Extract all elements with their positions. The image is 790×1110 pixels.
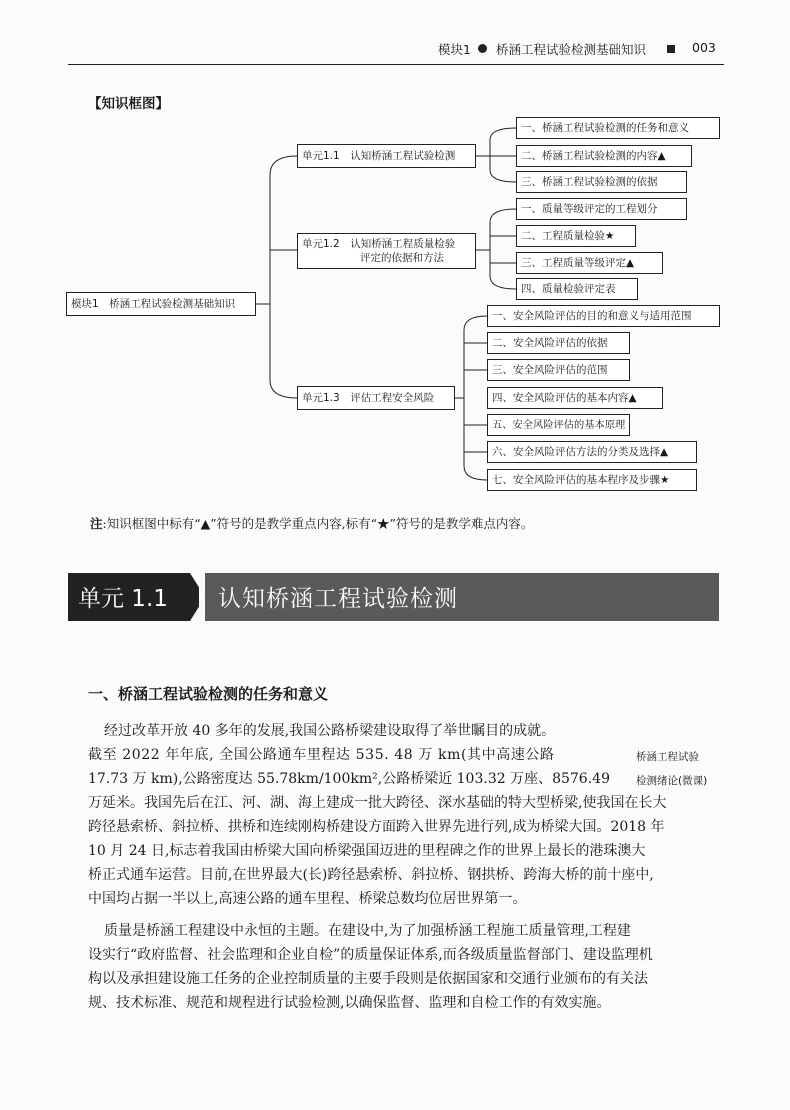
framework-title: 【知识框图】 xyxy=(88,96,169,112)
paragraph-line: 规、技术标准、规范和规程进行试验检测,以确保监督、监理和自检工作的有效实施。 xyxy=(88,995,611,1011)
side-note-line2: 检测绪论(微课) xyxy=(636,775,708,787)
paragraph-line: 10 月 24 日,标志着我国由桥梁大国向桥梁强国迈进的里程碑之作的世界上最长的港珠澳大 xyxy=(88,843,646,859)
unit-banner-title: 认知桥涵工程试验检测 xyxy=(218,586,458,612)
framework-item: 五、安全风险评估的基本原理 xyxy=(487,414,630,436)
paragraph-line: 经过改革开放 40 多年的发展,我国公路桥梁建设取得了举世瞩目的成就。 xyxy=(104,723,556,739)
unit-1-3-box: 单元1.3 评估工程安全风险 xyxy=(297,386,455,410)
paragraph-line: 万延米。我国先后在江、河、湖、海上建成一批大跨径、深水基础的特大型桥梁,使我国在长大 xyxy=(88,795,667,811)
paragraph-line: 设实行“政府监督、社会监理和企业自检”的质量保证体系,而各级质量监督部门、建设监理机 xyxy=(88,947,653,963)
framework-item: 四、质量检验评定表 xyxy=(516,278,638,300)
paragraph-line: 截至 2022 年年底, 全国公路通车里程达 535. 48 万 km(其中高速公路 xyxy=(88,747,555,763)
framework-item: 四、安全风险评估的基本内容▲ xyxy=(487,387,663,409)
banner-chevron-gap xyxy=(199,573,205,621)
page-number: 003 xyxy=(692,40,716,55)
paragraph-line: 17.73 万 km),公路密度达 55.78km/100km²,公路桥梁近 103.32 万座、8576.49 xyxy=(88,771,610,787)
unit-1-2-box: 单元1.2 认知桥涵工程质量检验 评定的依据和方法 xyxy=(297,233,476,269)
framework-item: 二、工程质量检验★ xyxy=(516,225,636,247)
header-module: 模块1 xyxy=(438,42,471,57)
header-title: 桥涵工程试验检测基础知识 xyxy=(496,42,647,57)
paragraph-line: 质量是桥涵工程建设中永恒的主题。在建设中,为了加强桥涵工程施工质量管理,工程建 xyxy=(104,923,631,939)
framework-note: 注:知识框图中标有“▲”符号的是教学重点内容,标有“★”符号的是教学难点内容。 xyxy=(90,516,534,531)
framework-item: 七、安全风险评估的基本程序及步骤★ xyxy=(487,469,697,491)
paragraph-line: 构以及承担建设施工任务的企业控制质量的主要手段则是依据国家和交通行业颁布的有关法 xyxy=(88,971,648,987)
paragraph-line: 桥正式通车运营。目前,在世界最大(长)跨径悬索桥、斜拉桥、钢拱桥、跨海大桥的前十座中, xyxy=(88,867,654,883)
paragraph-line: 跨径悬索桥、斜拉桥、拱桥和连续刚构桥建设方面跨入世界先进行列,成为桥梁大国。2018 年 xyxy=(88,819,665,835)
unit-banner-number: 单元 1.1 xyxy=(78,586,168,612)
framework-item: 二、安全风险评估的依据 xyxy=(487,332,630,354)
framework-item: 六、安全风险评估方法的分类及选择▲ xyxy=(487,441,697,463)
framework-item: 三、桥涵工程试验检测的依据 xyxy=(516,171,687,193)
framework-item: 一、安全风险评估的目的和意义与适用范围 xyxy=(487,305,720,327)
section-heading: 一、桥涵工程试验检测的任务和意义 xyxy=(88,685,329,703)
paragraph-line: 中国均占据一半以上,高速公路的通车里程、桥梁总数均位居世界第一。 xyxy=(88,891,527,907)
framework-root: 模块1 桥涵工程试验检测基础知识 xyxy=(66,292,256,316)
framework-item: 三、安全风险评估的范围 xyxy=(487,359,630,381)
framework-item: 二、桥涵工程试验检测的内容▲ xyxy=(516,145,692,167)
framework-item: 一、桥涵工程试验检测的任务和意义 xyxy=(516,117,720,139)
side-note-line1: 桥涵工程试验 xyxy=(636,751,699,763)
framework-item: 三、工程质量等级评定▲ xyxy=(516,252,663,274)
unit-1-1-box: 单元1.1 认知桥涵工程试验检测 xyxy=(297,144,476,168)
framework-item: 一、质量等级评定的工程划分 xyxy=(516,198,687,220)
